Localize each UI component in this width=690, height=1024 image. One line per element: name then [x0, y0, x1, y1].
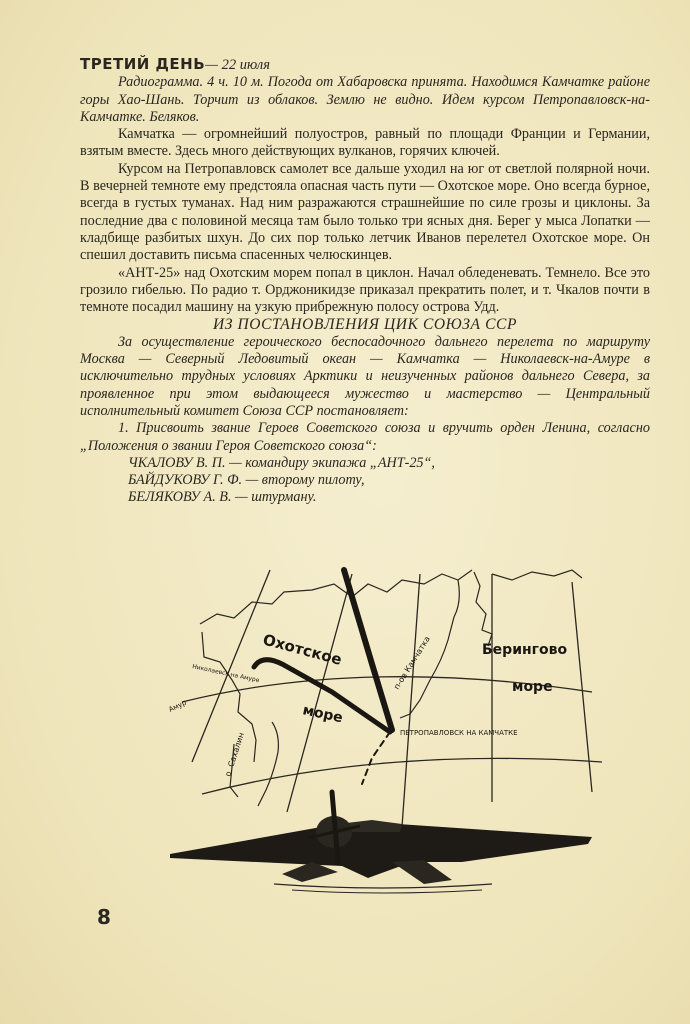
cyclone-paragraph: «АНТ-25» над Охотским морем попал в циклон. Начал обледеневать. Темнело. Все это грозило гибелью. По радио т. Орджоникидзе приказал прекратить полет, и т. Чкалов почти в темноте посадил машину на узкую прибрежную полосу острова Удд. — [80, 264, 650, 316]
airplane-illustration — [170, 792, 592, 893]
flight-route-map — [162, 562, 602, 897]
radiogram-paragraph: Радиограмма. 4 ч. 10 м. Погода от Хабаровска принята. Находимся Камчатке районе горы Хао-Шань. Торчит из облаков. Землю не видно. Идем курсом Петропавловск-на-Камчатке. Беляков. — [80, 74, 650, 125]
label-sakhalin: о. Сахалин — [223, 731, 247, 778]
page-number: 8 — [97, 905, 111, 929]
label-amur: Амур — [167, 698, 188, 714]
kamchatka-paragraph: Камчатка — огромнейший полуостров, равный по площади Франции и Германии, взятым вместе. Здесь много действующих вулканов, горячих ключей. — [80, 126, 650, 160]
label-bering-1: Берингово — [482, 642, 568, 658]
label-okhotsk-2: море — [301, 702, 345, 727]
day-title: ТРЕТИЙ ДЕНЬ — [80, 55, 206, 73]
map-svg — [162, 562, 602, 897]
award-belyakov: БЕЛЯКОВУ А. В. — штурману. — [128, 489, 317, 506]
decree-item-1: 1. Присвоить звание Героев Советского союза и вручить орден Ленина, согласно „Положения о звании Героя Советского союза“: — [80, 420, 650, 454]
decree-title: ИЗ ПОСТАНОВЛЕНИЯ ЦИК СОЮЗА ССР — [212, 316, 518, 334]
award-chkalov: ЧКАЛОВУ В. П. — командиру экипажа „АНТ-25“, — [128, 454, 435, 471]
label-petropavlovsk: ПЕТРОПАВЛОВСК НА КАМЧАТКЕ — [400, 729, 518, 737]
label-okhotsk-1: Охотское — [260, 630, 344, 669]
day-date: — 22 июля — [205, 57, 270, 73]
course-paragraph: Курсом на Петропавловск самолет все дальше уходил на юг от светлой полярной ночи. В вечерней темноте ему предстояла опасная часть пути — Охотское море. Оно всегда бурное, всегда в густых туманах. Над ним разражаются страшнейшие по силе грозы и циклоны. За последние два с половиной месяца там было только три ясных дня. Берег у мыса Лопатки — кладбище разбитых шхун. До сих пор только летчик Иванов перелетел Охотское море. Он спешил доставить письма спасенных челюскинцев. — [80, 160, 650, 264]
label-kamchatka: п-ов Камчатка — [392, 634, 432, 692]
award-baidukov: БАЙДУКОВУ Г. Ф. — второму пилоту, — [128, 472, 365, 489]
label-bering-2: море — [512, 679, 553, 695]
decree-intro: За осуществление героического беспосадочного дальнего перелета по маршруту Москва — Северный Ледовитый океан — Камчатка — Николаевск-на-Амуре в исключительно трудных условиях Арктики и неизученных районов дальнего Севера, за проявленное при этом выдающееся мужество и мастерство — Центральный исполнительный комитет Союза ССР постановляет: — [80, 333, 650, 419]
label-nikolaevsk: Николаевск на Амуре — [191, 663, 261, 685]
day-heading — [80, 56, 650, 74]
page-text — [80, 56, 650, 507]
